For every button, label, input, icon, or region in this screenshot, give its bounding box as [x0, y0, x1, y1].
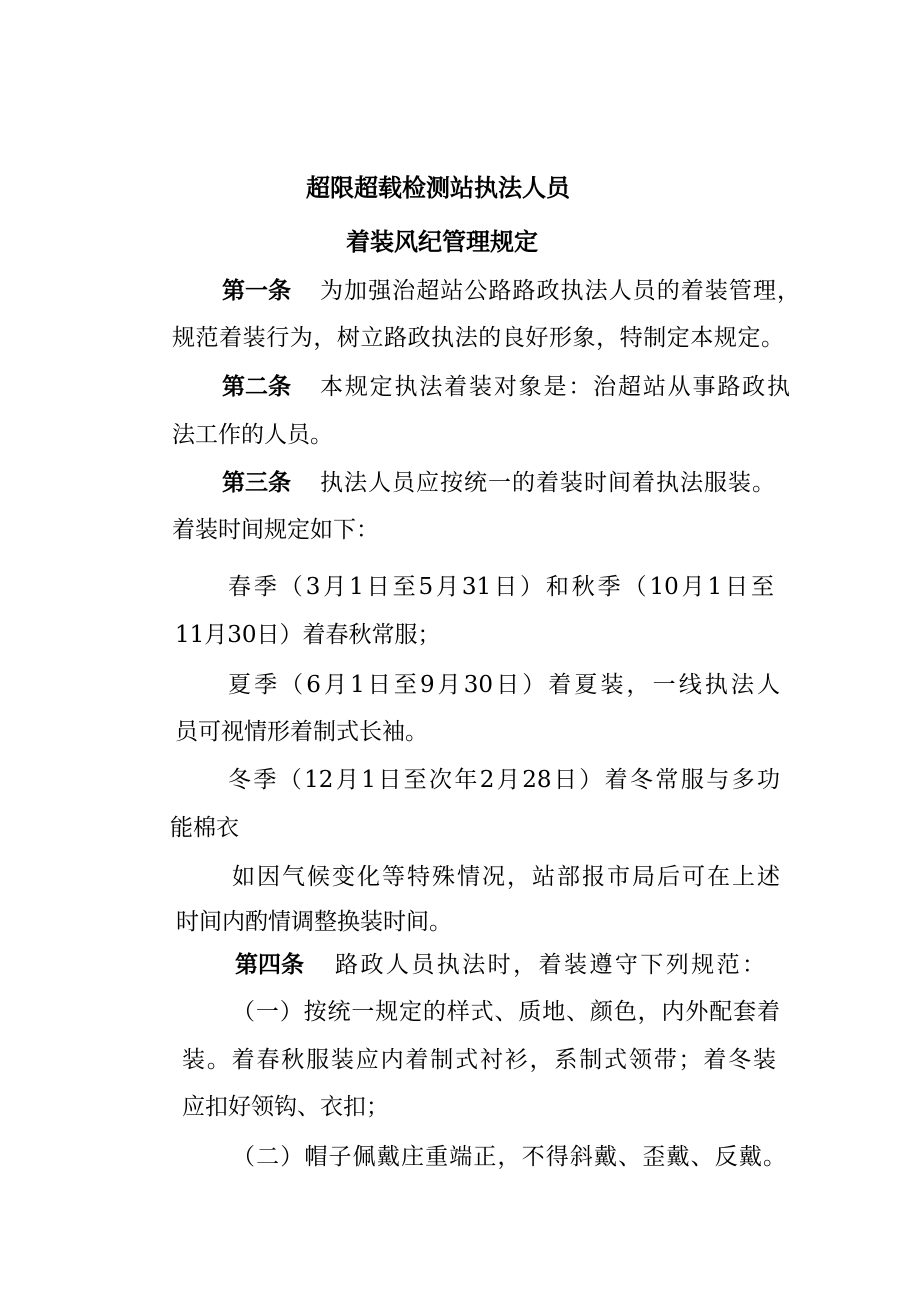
- article-3-text: 执法人员应按统一的着装时间着执法服装。: [320, 470, 775, 496]
- article-4-text: 路政人员执法时，着装遵守下列规范：: [335, 952, 765, 978]
- article-1-text: 为加强治超站公路路政执法人员的着装管理，: [320, 278, 800, 304]
- article-1-text: 规范着装行为，树立路政执法的良好形象，特制定本规定。: [172, 325, 784, 351]
- article-3-text: 着装时间规定如下：: [172, 517, 379, 543]
- rule-line: 应扣好领钩、衣扣；: [182, 1094, 389, 1120]
- article-4-heading: 第四条: [235, 952, 304, 978]
- season-line: 夏季（6月1日至9月30日）着夏装，一线执法人: [228, 672, 780, 698]
- season-line: 能棉衣: [170, 815, 239, 841]
- article-2-text: 本规定执法着装对象是：治超站从事路政执: [320, 374, 790, 400]
- rule-line: （一）按统一规定的样式、质地、颜色，内外配套着: [232, 999, 780, 1025]
- article-3-heading: 第三条: [222, 470, 291, 496]
- article-1-heading: 第一条: [222, 278, 291, 304]
- article-2-text: 法工作的人员。: [172, 422, 333, 448]
- season-line: 如因气候变化等特殊情况，站部报市局后可在上述: [232, 864, 780, 890]
- article-2-heading: 第二条: [222, 374, 291, 400]
- document-title-line-2: 着装风纪管理规定: [346, 228, 538, 256]
- season-line: 春季（3月1日至5月31日）和秋季（10月1日至: [228, 574, 774, 600]
- season-line: 时间内酌情调整换装时间。: [176, 909, 452, 935]
- rule-line: 装。着春秋服装应内着制式衬衫，系制式领带；着冬装: [182, 1047, 776, 1073]
- document-title-line-1: 超限超载检测站执法人员: [306, 174, 570, 202]
- rule-line: （二）帽子佩戴庄重端正，不得斜戴、歪戴、反戴。: [232, 1144, 786, 1170]
- season-line: 冬季（12月1日至次年2月28日）着冬常服与多功: [228, 767, 780, 793]
- season-line: 11月30日）着春秋常服；: [175, 622, 441, 648]
- season-line: 员可视情形着制式长袖。: [175, 719, 428, 745]
